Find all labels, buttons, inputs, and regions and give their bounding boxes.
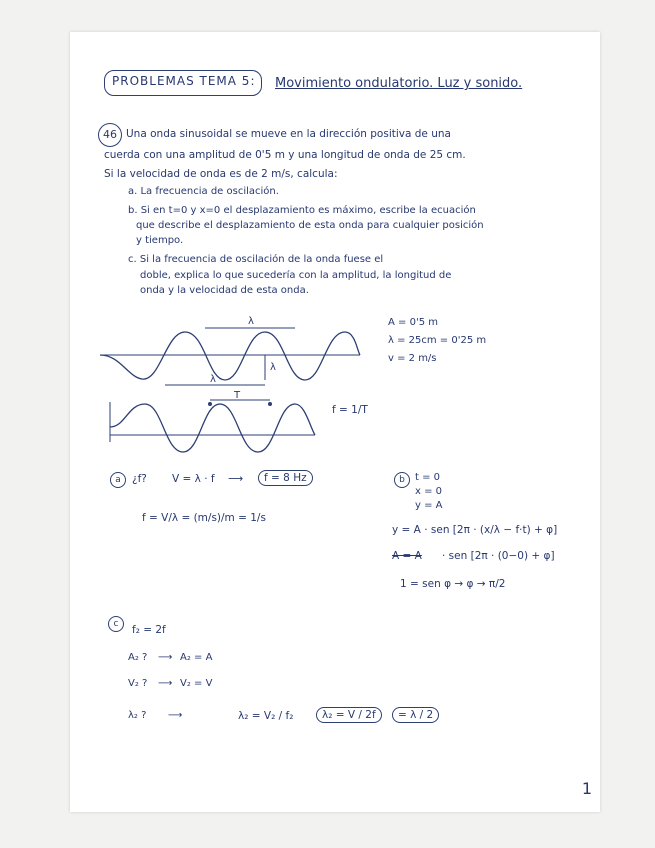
sol-c-lambda-step1: λ₂ = V₂ / f₂ (238, 710, 294, 722)
part-b-line-2: que describe el desplazamiento de esta onda para cualquier posición (136, 220, 484, 231)
sol-b-cond-x: x = 0 (415, 486, 443, 497)
sol-c-lambda-step2: λ₂ = V / 2f (316, 707, 382, 723)
statement-line-2: cuerda con una amplitud de 0'5 m y una longitud de onda de 25 cm. (104, 149, 466, 161)
title-right: Movimiento ondulatorio. Luz y sonido. (275, 76, 523, 91)
part-b-line-1: b. Si en t=0 y x=0 el desplazamiento es máximo, escribe la ecuación (128, 205, 476, 216)
problem-number: 46 (98, 123, 122, 147)
sol-c-label: c (108, 616, 124, 632)
notebook-page (70, 32, 600, 812)
sol-b-cond-y: y = A (415, 500, 443, 511)
sol-c-velocity-q: V₂ ? (128, 678, 148, 689)
sol-c-amplitude-arrow: ⟶ (158, 652, 173, 663)
sol-c-f2: f₂ = 2f (132, 624, 166, 636)
period-end-dot (268, 402, 272, 406)
part-c-line-3: onda y la velocidad de esta onda. (140, 285, 309, 296)
sol-a-derivation: f = V/λ = (m/s)/m = 1/s (142, 512, 266, 524)
statement-line-1: Una onda sinusoidal se mueve en la dirección positiva de una (126, 128, 451, 140)
period-label: T (234, 390, 241, 401)
sol-c-velocity-ans: V₂ = V (180, 678, 213, 689)
given-velocity: v = 2 m/s (388, 353, 437, 364)
sol-a-label: a (110, 472, 126, 488)
sol-a-question: ¿f? (132, 473, 147, 485)
sol-b-cond-t: t = 0 (415, 472, 441, 483)
wave1-curve (100, 332, 360, 380)
sol-c-amplitude-q: A₂ ? (128, 652, 148, 663)
sol-b-equation: y = A · sen [2π · (x/λ − f·t) + φ] (392, 524, 558, 536)
part-c-line-1: c. Si la frecuencia de oscilación de la onda fuese el (128, 254, 384, 265)
period-start-dot (208, 402, 212, 406)
part-c-line-2: doble, explica lo que sucedería con la amplitud, la longitud de (140, 270, 452, 281)
wave2-curve (110, 404, 315, 452)
sol-c-lambda-q: λ₂ ? (128, 710, 147, 721)
given-wavelength: λ = 25cm = 0'25 m (388, 335, 487, 346)
sol-a-result: f = 8 Hz (258, 470, 313, 486)
sol-b-step2-rest: · sen [2π · (0−0) + φ] (442, 550, 555, 562)
part-a-text: a. La frecuencia de oscilación. (128, 186, 279, 197)
part-b-line-3: y tiempo. (136, 235, 184, 246)
lambda-top-label: λ (248, 316, 254, 327)
sol-b-step2-struck: A = A (392, 550, 422, 562)
given-amplitude: A = 0'5 m (388, 317, 438, 328)
sol-b-step3: 1 = sen φ → φ → π/2 (400, 578, 506, 590)
sol-c-lambda-result: = λ / 2 (392, 707, 439, 723)
sol-a-formula: V = λ · f (172, 473, 215, 485)
sol-c-lambda-arrow: ⟶ (168, 710, 183, 721)
lambda-mid-label: λ (270, 362, 276, 373)
lambda-bottom-label: λ (210, 374, 216, 385)
sol-b-label: b (394, 472, 410, 488)
sol-c-velocity-arrow: ⟶ (158, 678, 173, 689)
sol-c-amplitude-ans: A₂ = A (180, 652, 213, 663)
title-left: PROBLEMAS TEMA 5: (112, 74, 256, 88)
sol-a-arrow: ⟶ (228, 473, 244, 485)
page-number: 1 (581, 779, 592, 798)
freq-formula: f = 1/T (332, 404, 368, 416)
statement-line-3: Si la velocidad de onda es de 2 m/s, calcula: (104, 168, 338, 180)
